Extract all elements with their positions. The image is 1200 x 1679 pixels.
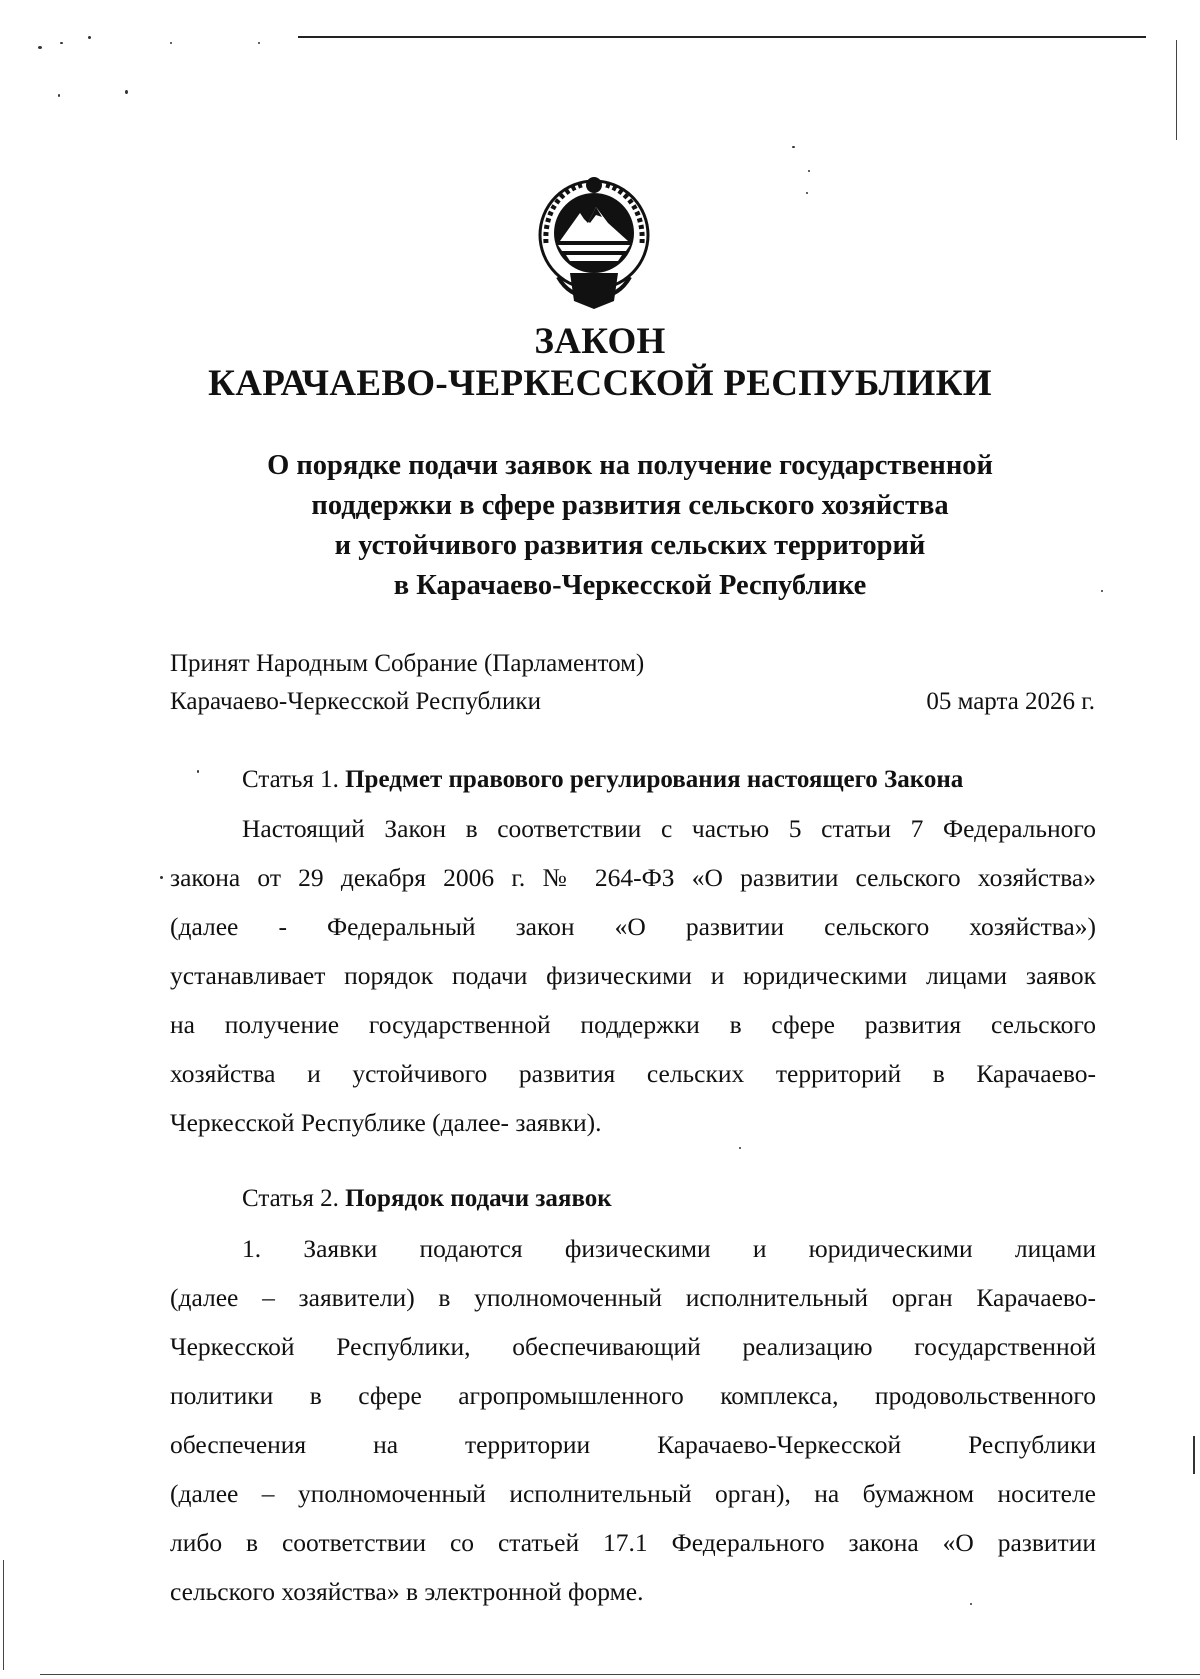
article-1-text-line: Настоящий Закон в соответствии с частью 5 статьи 7 Федерального bbox=[242, 814, 1096, 843]
issuing-authority-title: КАРАЧАЕВО-ЧЕРКЕССКОЙ РЕСПУБЛИКИ bbox=[208, 363, 992, 404]
scan-speck bbox=[739, 1147, 741, 1149]
scan-mark bbox=[1193, 1436, 1195, 1474]
law-subject-line: в Карачаево-Черкесской Республике bbox=[393, 570, 867, 601]
scan-speck bbox=[258, 42, 260, 44]
scan-speck bbox=[806, 192, 808, 194]
scan-speck bbox=[170, 42, 172, 44]
article-2-text-line: либо в соответствии со статьей 17.1 Федерального закона «О развитии bbox=[170, 1528, 1096, 1557]
article-2-text-line: обеспечения на территории Карачаево-Черкесской Республики bbox=[170, 1430, 1096, 1459]
article-2-text-line: политики в сфере агропромышленного комплекса, продовольственного bbox=[170, 1381, 1096, 1410]
scan-speck bbox=[125, 90, 128, 94]
law-subject-line: и устойчивого развития сельских территорий bbox=[334, 530, 926, 561]
article-2-heading bbox=[242, 1185, 612, 1213]
adoption-body-line: Карачаево-Черкесской Республики bbox=[170, 688, 541, 715]
scan-speck bbox=[38, 46, 42, 49]
scan-edge-left bbox=[3, 1560, 4, 1670]
article-1-text-line: (далее - Федеральный закон «О развитии сельского хозяйства») bbox=[170, 912, 1096, 941]
article-2-text-line: Черкесской Республики, обеспечивающий реализацию государственной bbox=[170, 1332, 1096, 1361]
article-2-text-line: (далее – заявители) в уполномоченный исполнительный орган Карачаево- bbox=[170, 1283, 1096, 1312]
article-1-label: Статья 1. bbox=[242, 766, 339, 793]
article-1-text-line: на получение государственной поддержки в сфере развития сельского bbox=[170, 1010, 1096, 1039]
scan-speck bbox=[60, 42, 63, 44]
article-1-text-line: Черкесской Республике (далее- заявки). bbox=[170, 1108, 602, 1137]
scan-speck bbox=[160, 876, 163, 879]
article-1-text-line: хозяйства и устойчивого развития сельских территорий в Карачаево- bbox=[170, 1059, 1096, 1088]
article-1-text-line: устанавливает порядок подачи физическими и юридическими лицами заявок bbox=[170, 961, 1096, 990]
top-rule bbox=[298, 36, 1146, 38]
scan-speck bbox=[197, 770, 199, 773]
article-2-text-line: 1. Заявки подаются физическими и юридическими лицами bbox=[242, 1234, 1096, 1263]
article-1-heading bbox=[242, 766, 963, 794]
karachay-cherkess-coat-of-arms-icon bbox=[530, 173, 658, 315]
document-type-title: ЗАКОН bbox=[534, 321, 666, 362]
adoption-date: 05 марта 2026 г. bbox=[926, 688, 1095, 715]
scan-speck bbox=[808, 170, 810, 172]
article-1-text-line: закона от 29 декабря 2006 г. № 264-ФЗ «О развитии сельского хозяйства» bbox=[170, 863, 1096, 892]
scan-edge-bottom bbox=[40, 1674, 1200, 1675]
law-subject-line: поддержки в сфере развития сельского хозяйства bbox=[311, 490, 949, 521]
adoption-body-line: Принят Народным Собрание (Парламентом) bbox=[170, 650, 645, 677]
scan-edge-right bbox=[1176, 40, 1177, 140]
law-subject-line: О порядке подачи заявок на получение государственной bbox=[267, 450, 993, 481]
article-2-text-line: сельского хозяйства» в электронной форме. bbox=[170, 1577, 644, 1606]
scan-speck bbox=[88, 36, 91, 39]
article-2-text-line: (далее – уполномоченный исполнительный орган), на бумажном носителе bbox=[170, 1479, 1096, 1508]
article-2-title: Порядок подачи заявок bbox=[345, 1185, 612, 1212]
article-1-title: Предмет правового регулирования настоящего Закона bbox=[345, 766, 964, 793]
article-2-label: Статья 2. bbox=[242, 1185, 339, 1212]
scan-speck bbox=[58, 94, 60, 97]
scan-speck bbox=[792, 146, 795, 148]
